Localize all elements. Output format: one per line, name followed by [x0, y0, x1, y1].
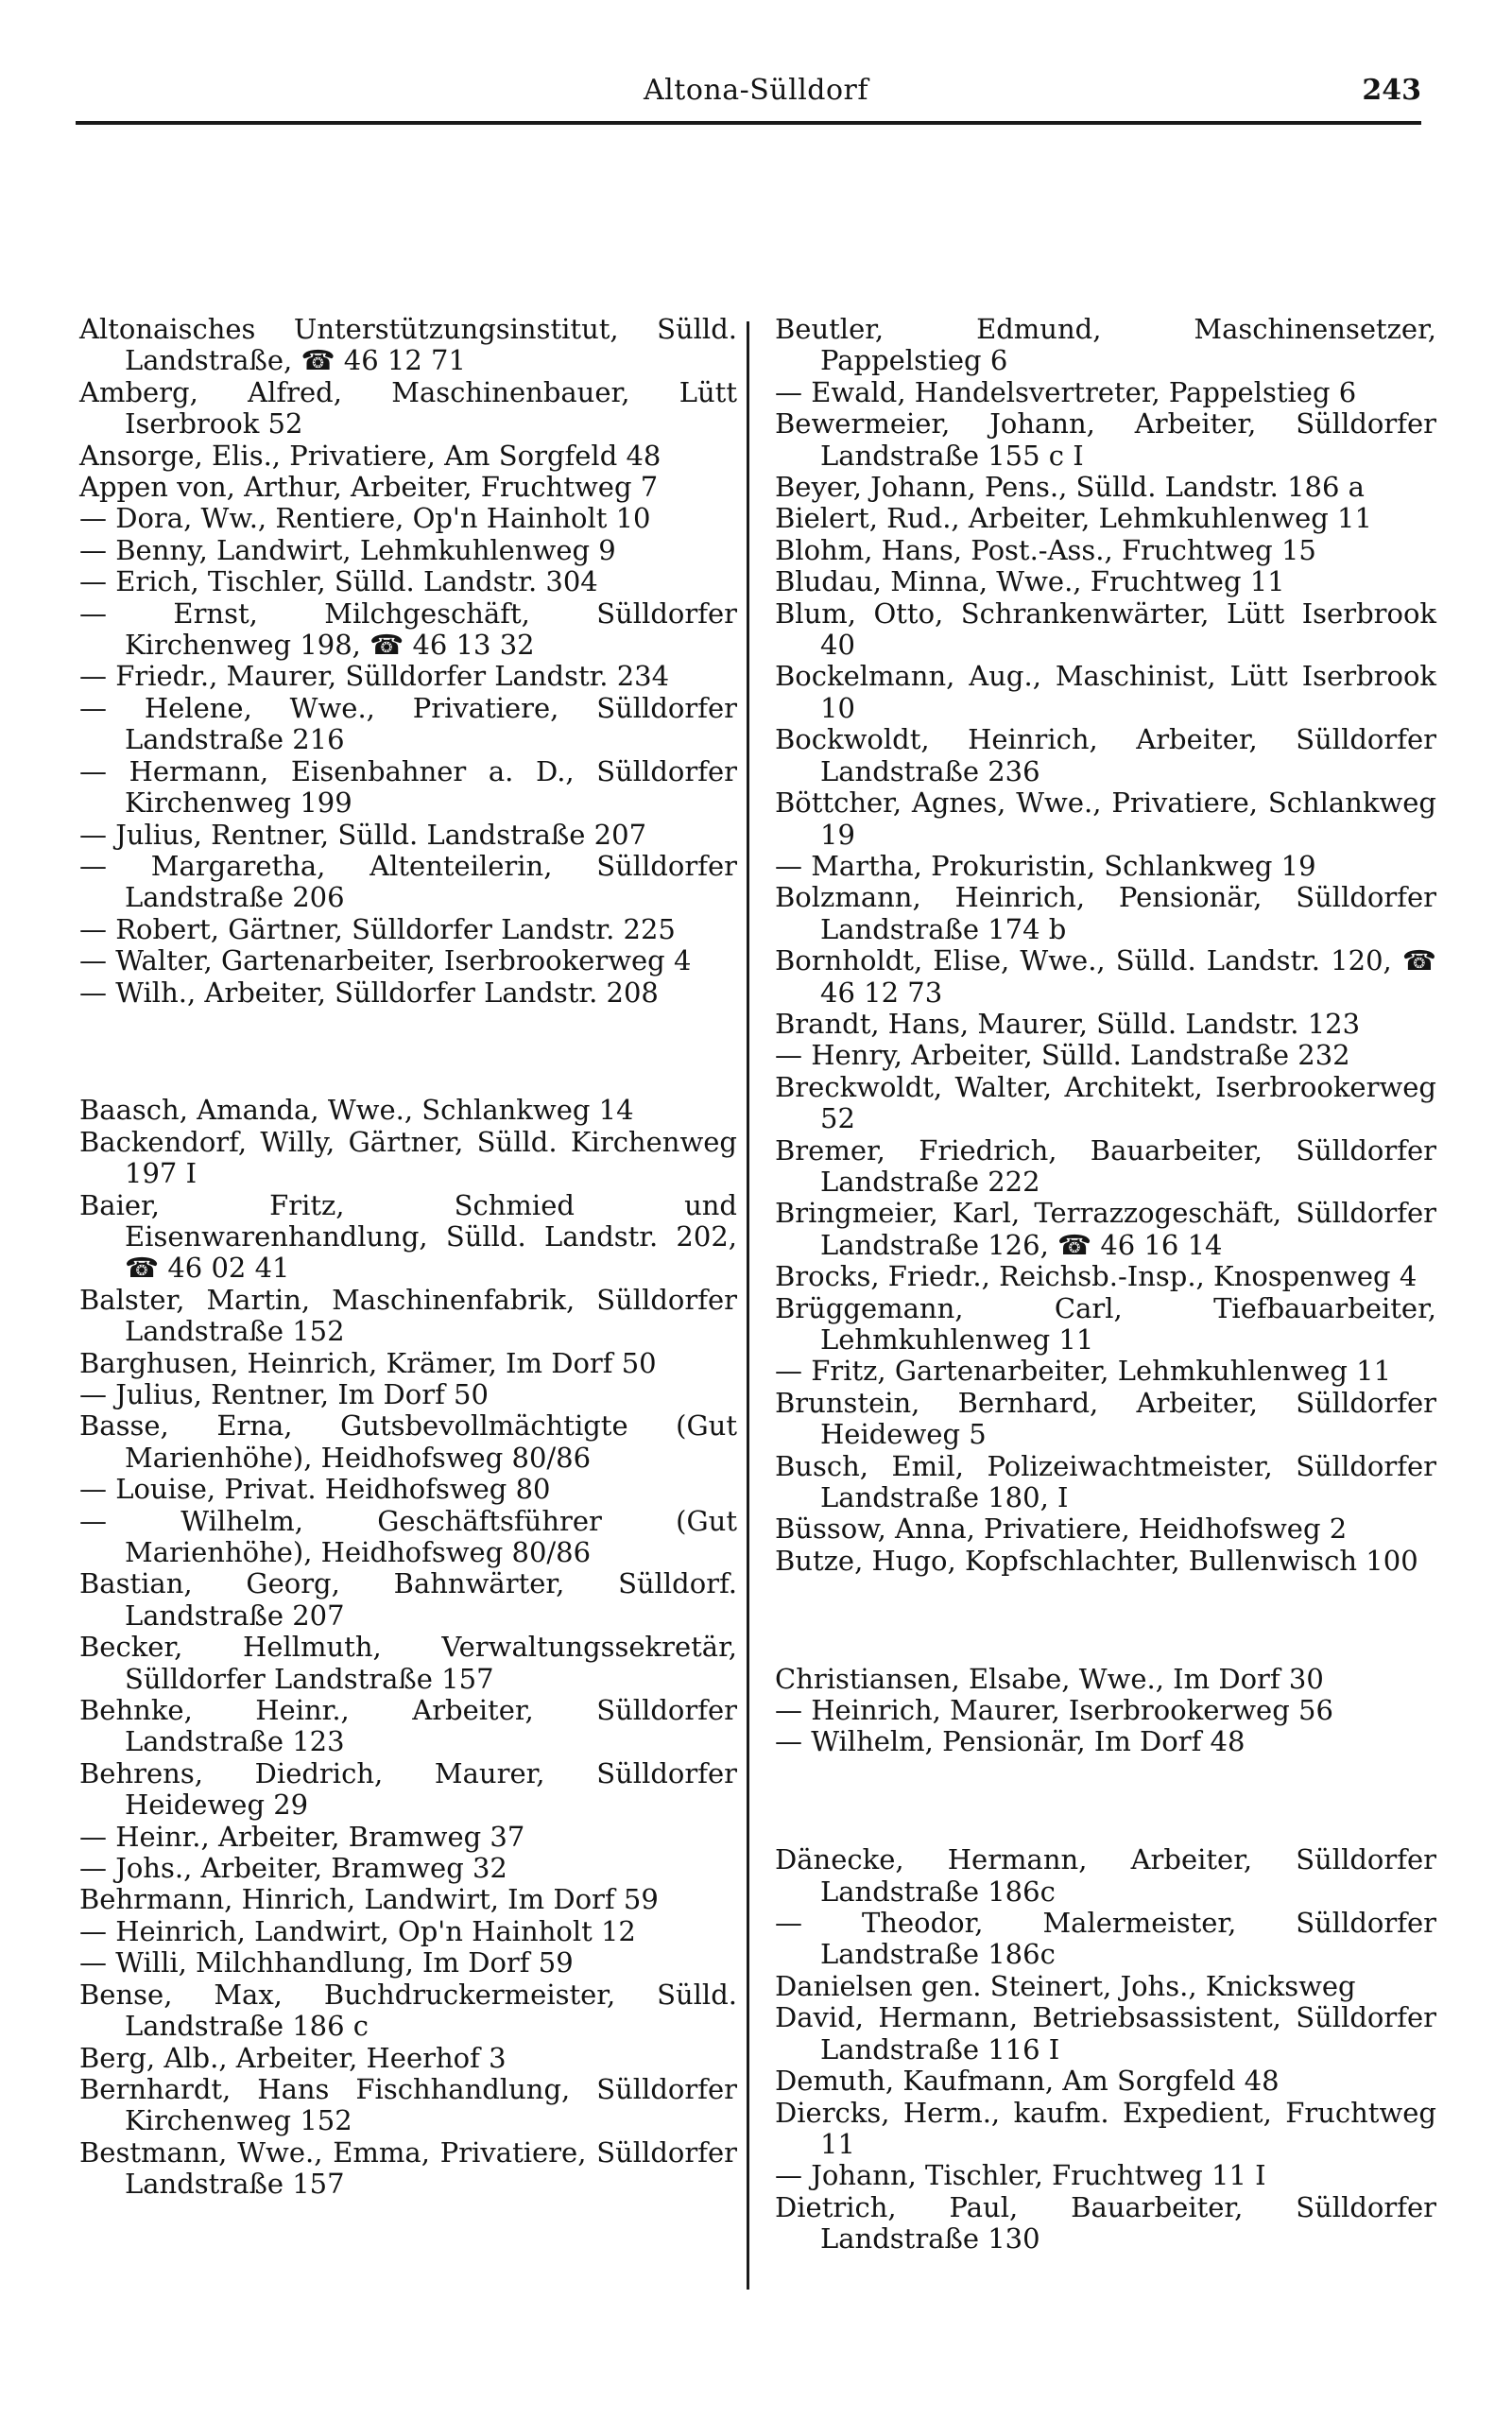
- directory-entry: Bringmeier, Karl, Terrazzogeschäft, Sülldorfer Landstraße 126, ☎ 46 16 14: [775, 1197, 1436, 1261]
- directory-entry: — Wilhelm, Pensionär, Im Dorf 48: [775, 1725, 1246, 1758]
- directory-entry: — Margaretha, Altenteilerin, Sülldorfer Landstraße 206: [79, 849, 737, 914]
- directory-entry: Baier, Fritz, Schmied und Eisenwarenhandlung, Sülld. Landstr. 202, ☎ 46 02 41: [79, 1188, 737, 1285]
- directory-entry: Busch, Emil, Polizeiwachtmeister, Sülldorfer Landstraße 180, I: [775, 1449, 1436, 1514]
- directory-entry: Behnke, Heinr., Arbeiter, Sülldorfer Landstraße 123: [79, 1694, 737, 1758]
- directory-entry: Dietrich, Paul, Bauarbeiter, Sülldorfer Landstraße 130: [775, 2190, 1436, 2256]
- directory-entry: Bewermeier, Johann, Arbeiter, Sülldorfer Landstraße 155 c I: [775, 407, 1436, 472]
- section-gap: [775, 1604, 1436, 1635]
- directory-entry: — Benny, Landwirt, Lehmkuhlenweg 9: [79, 533, 616, 566]
- directory-entry: Barghusen, Heinrich, Krämer, Im Dorf 50: [79, 1346, 657, 1379]
- directory-entry: — Johs., Arbeiter, Bramweg 32: [79, 1852, 507, 1885]
- directory-entry: — Erich, Tischler, Sülld. Landstr. 304: [79, 565, 598, 598]
- directory-entry: — Heinr., Arbeiter, Bramweg 37: [79, 1820, 525, 1853]
- directory-entry: — Walter, Gartenarbeiter, Iserbrookerweg 4: [79, 944, 692, 977]
- directory-entry: Bornholdt, Elise, Wwe., Sülld. Landstr. 120, ☎ 46 12 73: [775, 944, 1436, 1009]
- right-column: [775, 314, 1436, 2256]
- directory-entry: Bastian, Georg, Bahnwärter, Sülldorf. Landstraße 207: [79, 1567, 737, 1632]
- directory-entry: Beutler, Edmund, Maschinensetzer, Pappelstieg 6: [775, 313, 1436, 377]
- directory-entry: Appen von, Arthur, Arbeiter, Fruchtweg 7: [79, 471, 659, 504]
- directory-entry: Brüggemann, Carl, Tiefbauarbeiter, Lehmkuhlenweg 11: [775, 1291, 1436, 1356]
- directory-entry: Bockwoldt, Heinrich, Arbeiter, Sülldorfer Landstraße 236: [775, 723, 1436, 787]
- directory-entry: — Helene, Wwe., Privatiere, Sülldorfer Landstraße 216: [79, 691, 737, 756]
- directory-entry: David, Hermann, Betriebsassistent, Sülldorfer Landstraße 116 I: [775, 2001, 1436, 2066]
- directory-entry: Brunstein, Bernhard, Arbeiter, Sülldorfer Heideweg 5: [775, 1386, 1436, 1451]
- directory-entry: Brandt, Hans, Maurer, Sülld. Landstr. 123: [775, 1007, 1361, 1040]
- directory-entry: Altonaisches Unterstützungsinstitut, Sülld. Landstraße, ☎ 46 12 71: [79, 313, 737, 377]
- directory-entry: — Theodor, Malermeister, Sülldorfer Landstraße 186c: [775, 1907, 1436, 1971]
- directory-entry: Basse, Erna, Gutsbevollmächtigte (Gut Marienhöhe), Heidhofsweg 80/86: [79, 1409, 737, 1474]
- directory-entry: — Ewald, Handelsvertreter, Pappelstieg 6: [775, 375, 1357, 408]
- directory-entry: Diercks, Herm., kaufm. Expedient, Fruchtweg 11: [775, 2096, 1436, 2160]
- directory-entry: Büssow, Anna, Privatiere, Heidhofsweg 2: [775, 1512, 1348, 1546]
- directory-entry: Bielert, Rud., Arbeiter, Lehmkuhlenweg 11: [775, 502, 1372, 535]
- directory-entry: Behrmann, Hinrich, Landwirt, Im Dorf 59: [79, 1883, 659, 1916]
- directory-entry: Bense, Max, Buchdruckermeister, Sülld. Landstraße 186 c: [79, 1978, 737, 2043]
- directory-entry: Bestmann, Wwe., Emma, Privatiere, Sülldorfer Landstraße 157: [79, 2135, 737, 2201]
- directory-entry: Balster, Martin, Maschinenfabrik, Sülldorfer Landstraße 152: [79, 1283, 737, 1348]
- directory-entry: Brocks, Friedr., Reichsb.-Insp., Knospenweg 4: [775, 1260, 1418, 1293]
- directory-entry: — Fritz, Gartenarbeiter, Lehmkuhlenweg 11: [775, 1355, 1392, 1388]
- directory-entry: — Julius, Rentner, Sülld. Landstraße 207: [79, 818, 647, 851]
- directory-entry: — Willi, Milchhandlung, Im Dorf 59: [79, 1946, 574, 1979]
- directory-entry: Backendorf, Willy, Gärtner, Sülld. Kirchenweg 197 I: [79, 1125, 737, 1190]
- directory-entry: — Henry, Arbeiter, Sülld. Landstraße 232: [775, 1039, 1350, 1072]
- directory-entry: — Dora, Ww., Rentiere, Op'n Hainholt 10: [79, 502, 651, 535]
- directory-entry: — Robert, Gärtner, Sülldorfer Landstr. 225: [79, 912, 676, 945]
- directory-entry: Demuth, Kaufmann, Am Sorgfeld 48: [775, 2065, 1280, 2098]
- directory-entry: Butze, Hugo, Kopfschlachter, Bullenwisch 100: [775, 1544, 1418, 1577]
- directory-entry: — Hermann, Eisenbahner a. D., Sülldorfer Kirchenweg 199: [79, 754, 737, 820]
- directory-entry: Christiansen, Elsabe, Wwe., Im Dorf 30: [775, 1662, 1324, 1695]
- directory-entry: Dänecke, Hermann, Arbeiter, Sülldorfer Landstraße 186c: [775, 1843, 1436, 1908]
- directory-entry: Blohm, Hans, Post.-Ass., Fruchtweg 15: [775, 533, 1316, 566]
- directory-entry: Bolzmann, Heinrich, Pensionär, Sülldorfer Landstraße 174 b: [775, 881, 1436, 945]
- directory-entry: Bludau, Minna, Wwe., Fruchtweg 11: [775, 565, 1285, 598]
- directory-entry: Blum, Otto, Schrankenwärter, Lütt Iserbrook 40: [775, 596, 1436, 662]
- directory-entry: — Ernst, Milchgeschäft, Sülldorfer Kirchenweg 198, ☎ 46 13 32: [79, 596, 737, 662]
- directory-entry: Amberg, Alfred, Maschinenbauer, Lütt Iserbrook 52: [79, 375, 737, 441]
- directory-entry: Danielsen gen. Steinert, Johs., Knicksweg: [775, 1969, 1356, 2002]
- section-gap: [775, 1786, 1436, 1817]
- column-divider: [747, 321, 749, 2290]
- directory-entry: — Wilh., Arbeiter, Sülldorfer Landstr. 208: [79, 976, 659, 1009]
- directory-entry: Berg, Alb., Arbeiter, Heerhof 3: [79, 2041, 507, 2074]
- header-rule: [76, 121, 1421, 125]
- directory-entry: Beyer, Johann, Pens., Sülld. Landstr. 186 a: [775, 471, 1365, 504]
- directory-entry: Böttcher, Agnes, Wwe., Privatiere, Schlankweg 19: [775, 786, 1436, 851]
- section-gap: [79, 1036, 737, 1067]
- directory-entry: — Friedr., Maurer, Sülldorfer Landstr. 234: [79, 660, 670, 693]
- directory-entry: Behrens, Diedrich, Maurer, Sülldorfer Heideweg 29: [79, 1756, 737, 1822]
- directory-entry: — Heinrich, Landwirt, Op'n Hainholt 12: [79, 1914, 636, 1947]
- left-column: [79, 314, 737, 2201]
- directory-entry: — Wilhelm, Geschäftsführer (Gut Marienhöhe), Heidhofsweg 80/86: [79, 1504, 737, 1569]
- directory-entry: — Julius, Rentner, Im Dorf 50: [79, 1377, 489, 1410]
- directory-entry: — Johann, Tischler, Fruchtweg 11 I: [775, 2159, 1266, 2192]
- directory-entry: Becker, Hellmuth, Verwaltungssekretär, Sülldorfer Landstraße 157: [79, 1631, 737, 1695]
- directory-entry: Breckwoldt, Walter, Architekt, Iserbrookerweg 52: [775, 1070, 1436, 1135]
- directory-entry: Baasch, Amanda, Wwe., Schlankweg 14: [79, 1094, 634, 1127]
- directory-entry: Ansorge, Elis., Privatiere, Am Sorgfeld 48: [79, 439, 662, 472]
- directory-entry: — Louise, Privat. Heidhofsweg 80: [79, 1473, 551, 1506]
- directory-entry: Bernhardt, Hans Fischhandlung, Sülldorfer Kirchenweg 152: [79, 2072, 737, 2137]
- directory-entry: Bockelmann, Aug., Maschinist, Lütt Iserbrook 10: [775, 660, 1436, 724]
- page-number: 243: [1362, 74, 1421, 107]
- directory-entry: Bremer, Friedrich, Bauarbeiter, Sülldorfer Landstraße 222: [775, 1133, 1436, 1198]
- running-header-title: Altona-Sülldorf: [644, 74, 868, 107]
- directory-entry: — Martha, Prokuristin, Schlankweg 19: [775, 849, 1316, 882]
- directory-entry: — Heinrich, Maurer, Iserbrookerweg 56: [775, 1694, 1333, 1727]
